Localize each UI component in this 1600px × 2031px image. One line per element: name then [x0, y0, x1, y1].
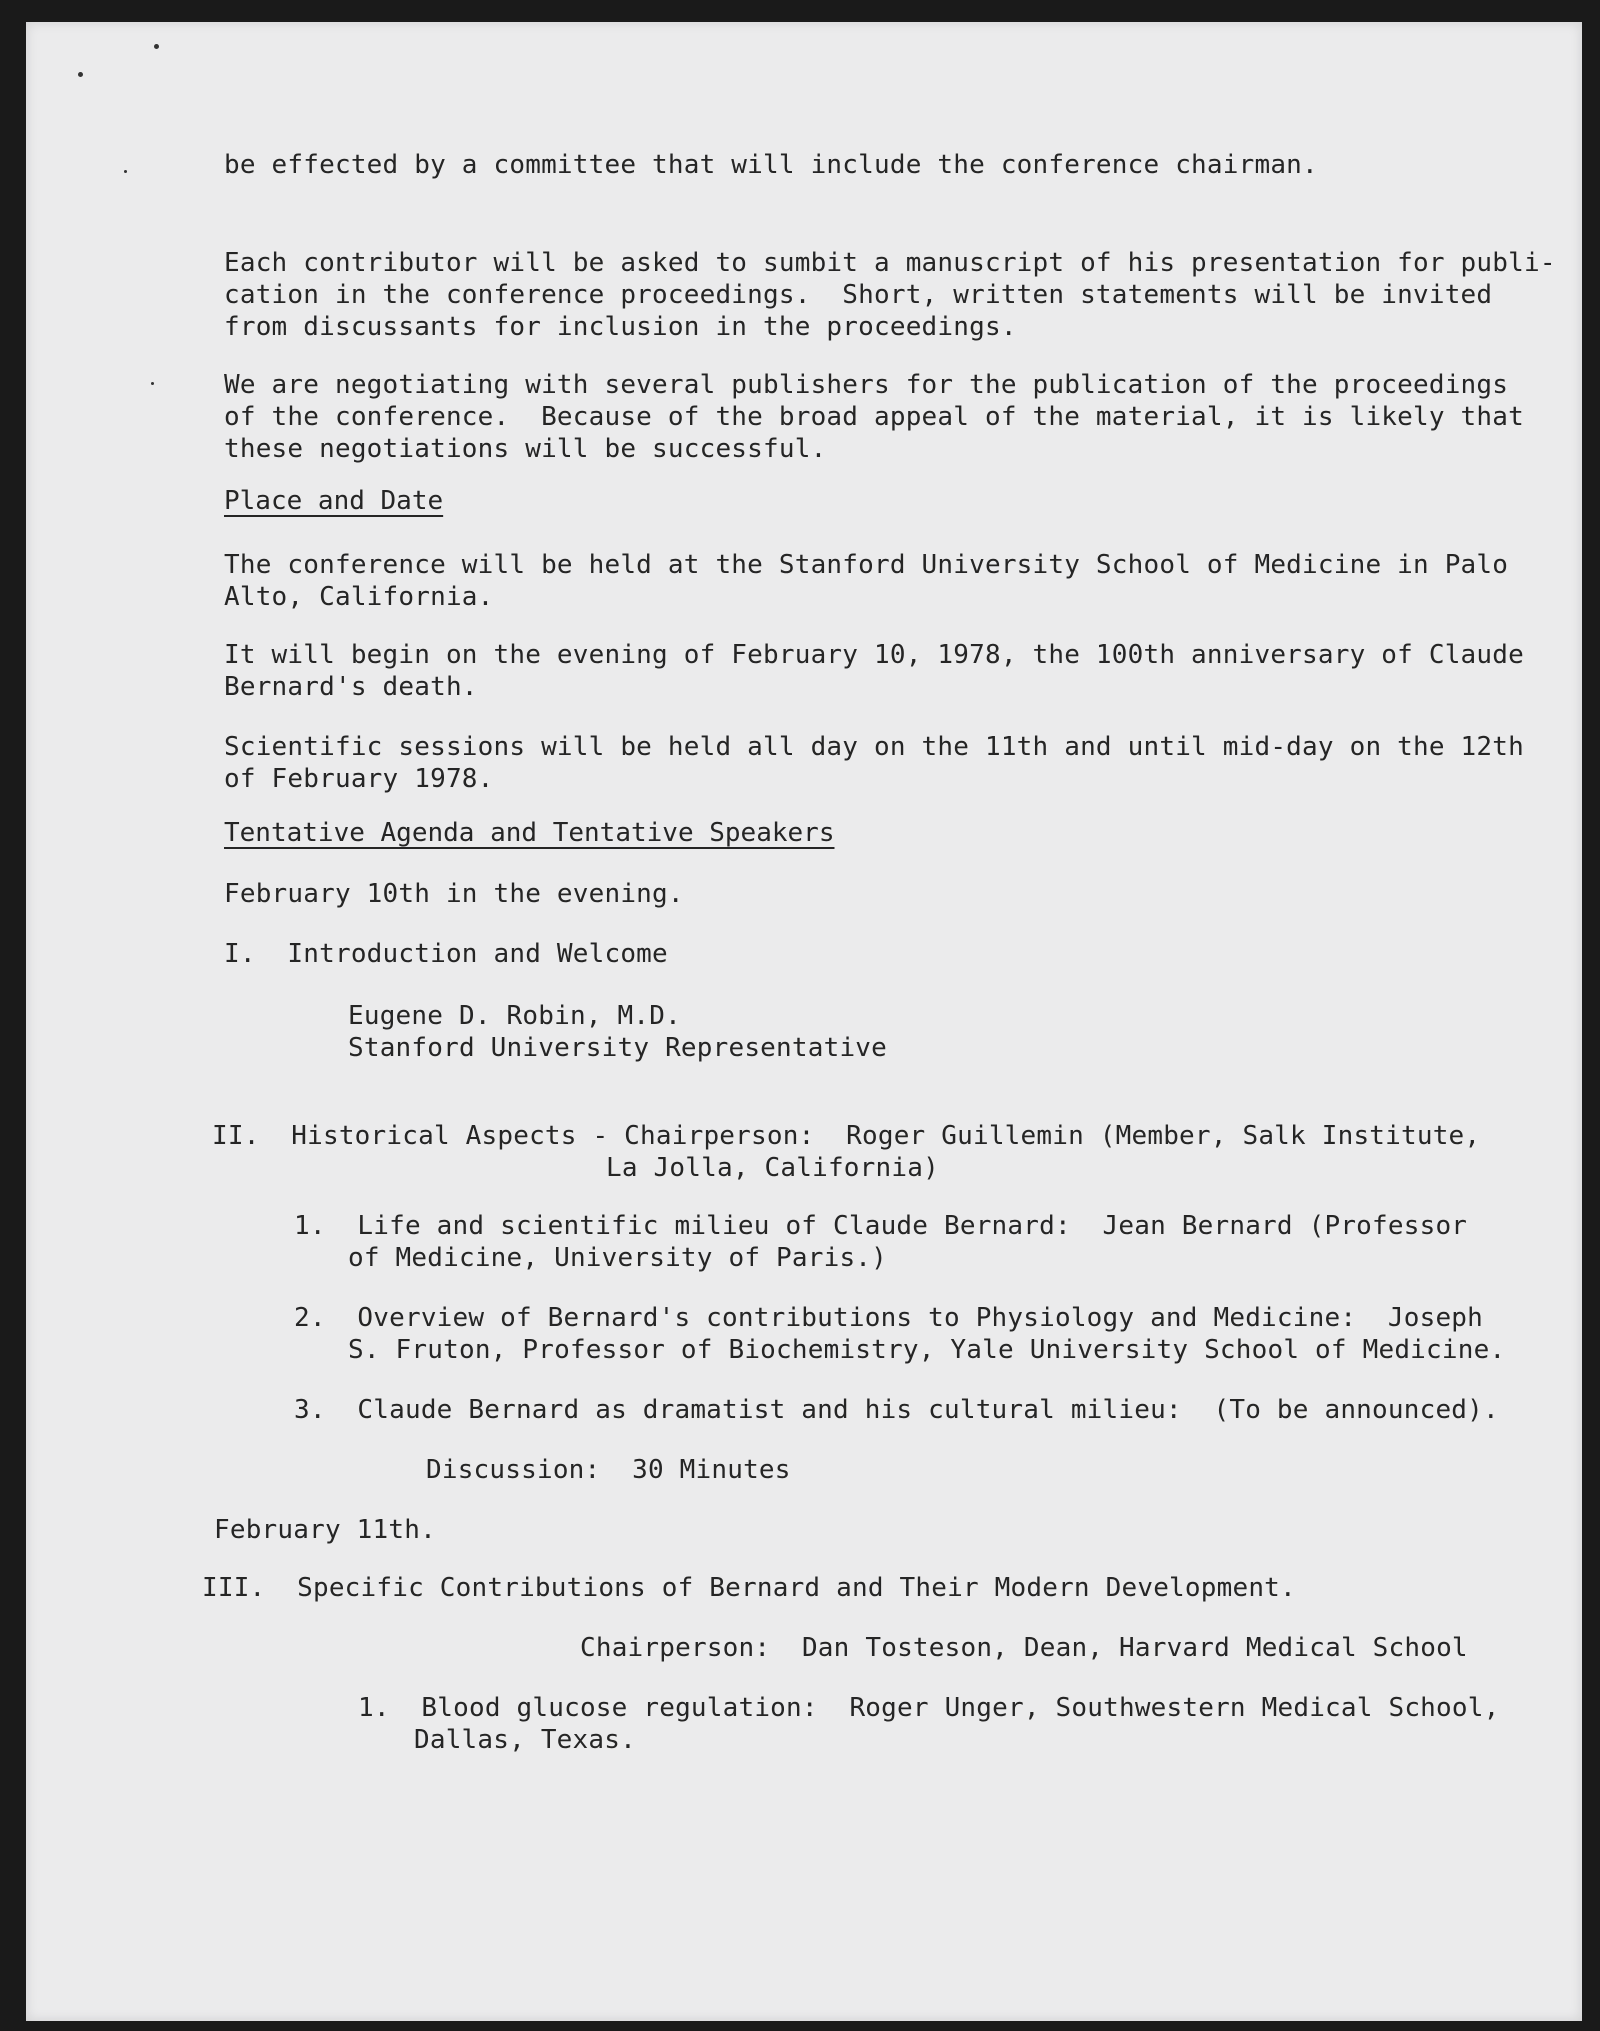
body-line: be effected by a committee that will include the conference chairman. [224, 150, 1318, 180]
body-line: from discussants for inclusion in the proceedings. [224, 312, 1017, 342]
agenda-day: February 10th in the evening. [224, 879, 684, 909]
body-line: cation in the conference proceedings. Short, written statements will be invited [224, 280, 1493, 310]
sub-item: 1. Blood glucose regulation: Roger Unger, Southwestern Medical School, [358, 1693, 1500, 1723]
body-line: Each contributor will be asked to sumbit a manuscript of his presentation for publi- [224, 248, 1556, 278]
agenda-day: February 11th. [214, 1515, 436, 1545]
body-line: Bernard's death. [224, 672, 478, 702]
section-heading-place-and-date: Place and Date [224, 486, 444, 516]
sub-item: 1. Life and scientific milieu of Claude Bernard: Jean Bernard (Professor [294, 1211, 1468, 1241]
agenda-item: III. Specific Contributions of Bernard and Their Modern Development. [202, 1573, 1296, 1603]
body-line: of the conference. Because of the broad appeal of the material, it is likely that [224, 402, 1524, 432]
sub-item-cont: Dallas, Texas. [414, 1725, 636, 1755]
sub-item-cont: S. Fruton, Professor of Biochemistry, Yale University School of Medicine. [348, 1335, 1506, 1365]
sub-item: 2. Overview of Bernard's contributions to Physiology and Medicine: Joseph [294, 1303, 1483, 1333]
paper-speck [154, 44, 159, 49]
body-line: The conference will be held at the Stanford University School of Medicine in Palo [224, 550, 1509, 580]
body-line: Alto, California. [224, 582, 494, 612]
body-line: We are negotiating with several publishers for the publication of the proceedings [224, 370, 1509, 400]
speaker-line: Stanford University Representative [348, 1033, 888, 1063]
paper-speck [124, 170, 127, 173]
body-line: these negotiations will be successful. [224, 434, 827, 464]
section-heading-agenda: Tentative Agenda and Tentative Speakers [224, 818, 835, 848]
sub-item: 3. Claude Bernard as dramatist and his cultural milieu: (To be announced). [294, 1395, 1499, 1425]
agenda-item: II. Historical Aspects - Chairperson: Roger Guillemin (Member, Salk Institute, [212, 1121, 1481, 1151]
chairperson-line: Chairperson: Dan Tosteson, Dean, Harvard Medical School [580, 1633, 1468, 1663]
speaker-line: Eugene D. Robin, M.D. [348, 1001, 681, 1031]
body-line: of February 1978. [224, 764, 494, 794]
sub-item-cont: of Medicine, University of Paris.) [348, 1243, 888, 1273]
body-line: It will begin on the evening of February 10, 1978, the 100th anniversary of Claude [224, 640, 1524, 670]
paper-speck [78, 72, 83, 77]
agenda-item: I. Introduction and Welcome [224, 939, 668, 969]
agenda-item-cont: La Jolla, California) [606, 1153, 939, 1183]
document-page [26, 22, 1582, 2021]
discussion-line: Discussion: 30 Minutes [426, 1455, 791, 1485]
paper-speck [151, 382, 154, 385]
body-line: Scientific sessions will be held all day on the 11th and until mid-day on the 12th [224, 732, 1524, 762]
